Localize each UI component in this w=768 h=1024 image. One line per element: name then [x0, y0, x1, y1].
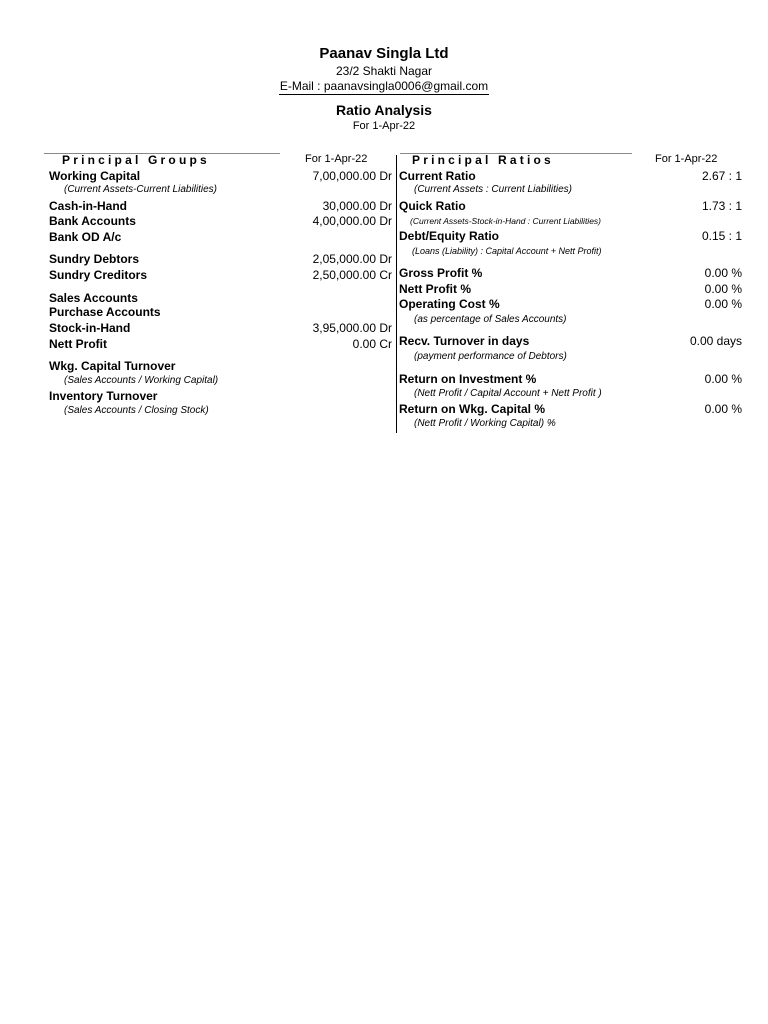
recv-turnover-note: (payment performance of Debtors) [414, 351, 567, 362]
current-ratio-value: 2.67 : 1 [701, 169, 742, 183]
sundry-debtors-value: 2,05,000.00 Dr [312, 252, 392, 266]
company-email [0, 79, 768, 93]
wkg-capital-turnover-note: (Sales Accounts / Working Capital) [64, 375, 219, 386]
current-ratio-note: (Current Assets : Current Liabilities) [414, 184, 573, 195]
debt-equity-note: (Loans (Liability) : Capital Account + Nett Profit) [412, 246, 602, 256]
stock-in-hand-label: Stock-in-Hand [49, 321, 131, 335]
quick-ratio-value: 1.73 : 1 [701, 199, 742, 213]
debt-equity-value: 0.15 : 1 [701, 229, 742, 243]
inventory-turnover-label: Inventory Turnover [49, 389, 158, 403]
wkg-capital-turnover-label: Wkg. Capital Turnover [49, 359, 176, 373]
debt-equity-label: Debt/Equity Ratio [399, 229, 500, 243]
column-divider [396, 155, 397, 433]
roi-value: 0.00 % [704, 372, 742, 386]
recv-turnover-label: Recv. Turnover in days [399, 334, 530, 348]
company-address: 23/2 Shakti Nagar [335, 64, 433, 78]
company-name: Paanav Singla Ltd [319, 45, 449, 62]
roi-label: Return on Investment % [399, 372, 537, 386]
quick-ratio-label: Quick Ratio [399, 199, 466, 213]
bank-accounts-label: Bank Accounts [49, 214, 136, 228]
sundry-debtors-label: Sundry Debtors [49, 252, 140, 266]
principal-groups-heading: Principal Groups [62, 153, 210, 167]
rowc-value: 0.00 % [704, 402, 742, 416]
sundry-creditors-label: Sundry Creditors [49, 268, 148, 282]
operating-cost-value: 0.00 % [704, 297, 742, 311]
nett-profit-pct-label: Nett Profit % [399, 282, 471, 296]
gross-profit-label: Gross Profit % [399, 266, 483, 280]
stock-in-hand-value: 3,95,000.00 Dr [312, 321, 392, 335]
right-period-heading: For 1-Apr-22 [655, 153, 718, 165]
sundry-creditors-value: 2,50,000.00 Cr [312, 268, 392, 282]
cash-in-hand-value: 30,000.00 Dr [322, 199, 392, 213]
report-period: For 1-Apr-22 [352, 120, 416, 132]
current-ratio-label: Current Ratio [399, 169, 476, 183]
report-title: Ratio Analysis [336, 102, 432, 118]
nett-profit-label: Nett Profit [49, 337, 107, 351]
bank-accounts-value: 4,00,000.00 Dr [312, 214, 392, 228]
email-text: E-Mail : paanavsingla0006@gmail.com [279, 79, 489, 93]
inventory-turnover-note: (Sales Accounts / Closing Stock) [64, 405, 209, 416]
working-capital-value: 7,00,000.00 Dr [312, 169, 392, 183]
rowc-label: Return on Wkg. Capital % [399, 402, 546, 416]
working-capital-note: (Current Assets-Current Liabilities) [64, 184, 218, 195]
recv-turnover-value: 0.00 days [689, 334, 742, 348]
cash-in-hand-label: Cash-in-Hand [49, 199, 127, 213]
principal-ratios-heading: Principal Ratios [412, 153, 554, 167]
gross-profit-value: 0.00 % [704, 266, 742, 280]
rowc-note: (Nett Profit / Working Capital) % [414, 418, 556, 429]
purchase-accounts-label: Purchase Accounts [49, 305, 161, 319]
roi-note: (Nett Profit / Capital Account + Nett Profit ) [414, 388, 602, 399]
bank-od-label: Bank OD A/c [49, 230, 122, 244]
working-capital-label: Working Capital [49, 169, 141, 183]
operating-cost-note: (as percentage of Sales Accounts) [414, 314, 567, 325]
nett-profit-value: 0.00 Cr [352, 337, 392, 351]
quick-ratio-note: (Current Assets-Stock-in-Hand : Current Liabilities) [410, 216, 601, 226]
sales-accounts-label: Sales Accounts [49, 291, 138, 305]
left-period-heading: For 1-Apr-22 [305, 153, 368, 165]
operating-cost-label: Operating Cost % [399, 297, 500, 311]
nett-profit-pct-value: 0.00 % [704, 282, 742, 296]
